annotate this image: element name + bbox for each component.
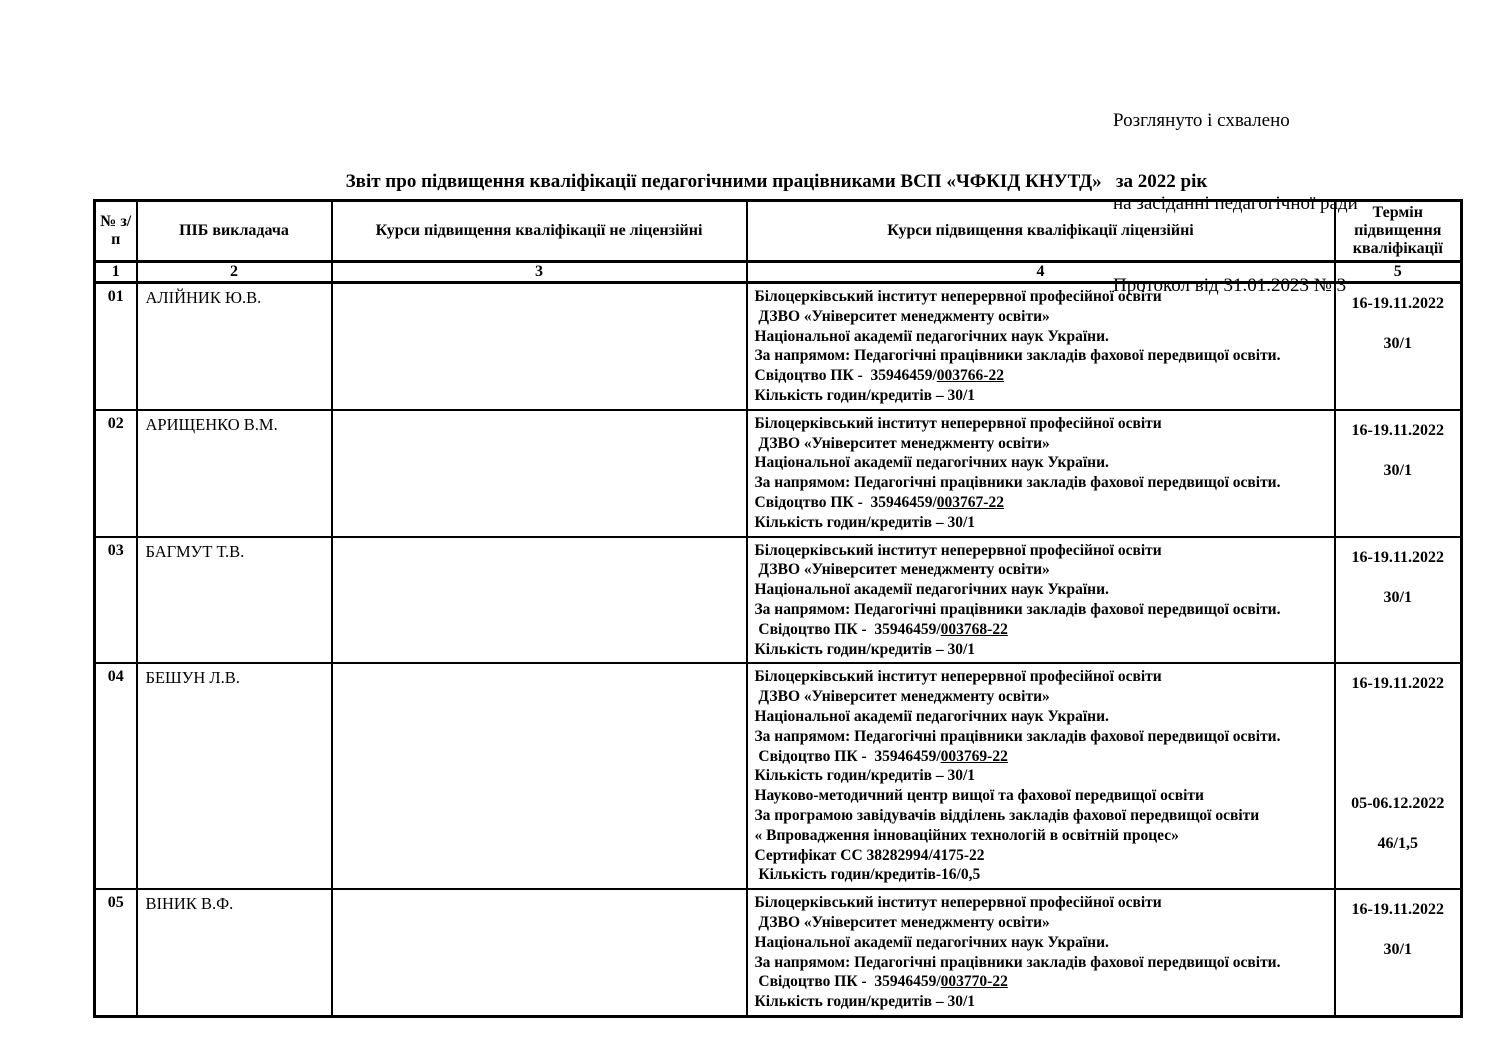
courses-non-licensed-cell [332, 889, 747, 1016]
course-text-line [755, 287, 1331, 307]
course-text: За напрямом: Педагогічні працівники закладів фахової передвищої освіти. [754, 600, 1281, 618]
row-number: 02 [95, 410, 137, 537]
term-cell [1335, 283, 1462, 410]
course-text: Білоцерківський інститут неперервної професійної освіти [754, 541, 1162, 559]
course-text: Кількість годин/кредитів – 30/1 [754, 767, 976, 785]
column-number-5: 5 [1335, 262, 1462, 283]
teacher-name: ВІНИК В.Ф. [137, 889, 332, 1016]
course-text: Кількість годин/кредитів – 30/1 [754, 640, 976, 658]
column-number-1: 1 [95, 262, 137, 283]
teacher-name: АРИЩЕНКО В.М. [137, 410, 332, 537]
column-number-2: 2 [137, 262, 332, 283]
courses-licensed-cell [747, 410, 1335, 537]
term-spacer [1336, 694, 1461, 714]
course-text: Свідоцтво ПК - 35946459/ [754, 620, 941, 638]
course-text-line [755, 414, 1331, 434]
header-courses-non-licensed: Курси підвищення кваліфікації не ліцензійні [332, 201, 747, 262]
certificate-number: 003766-22 [936, 367, 1004, 385]
course-text-line [755, 513, 1331, 533]
course-text: За напрямом: Педагогічні працівники закладів фахової передвищої освіти. [754, 347, 1281, 365]
course-text-line [755, 434, 1331, 454]
course-text: За напрямом: Педагогічні працівники закладів фахової передвищої освіти. [754, 953, 1281, 971]
header-courses-licensed: Курси підвищення кваліфікації ліцензійні [747, 201, 1335, 262]
course-text: Національної академії педагогічних наук України. [754, 581, 1109, 599]
row-number: 04 [95, 663, 137, 889]
course-text: Кількість годин/кредитів – 30/1 [754, 386, 976, 404]
course-text: ДЗВО «Університет менеджменту освіти» [754, 307, 1050, 325]
term-cell [1335, 889, 1462, 1016]
course-text: Кількість годин/кредитів-16/0,5 [754, 866, 981, 884]
course-text-line [755, 580, 1331, 600]
term-cell [1335, 537, 1462, 664]
term-line: 30/1 [1383, 335, 1412, 352]
courses-licensed-cell [747, 283, 1335, 410]
course-text: За напрямом: Педагогічні працівники закладів фахової передвищої освіти. [754, 727, 1281, 745]
course-text: Сертифікат СС 38282994/4175-22 [754, 846, 985, 864]
courses-licensed-cell [747, 663, 1335, 889]
teacher-name: АЛІЙНИК Ю.В. [137, 283, 332, 410]
term-line: 30/1 [1383, 461, 1412, 479]
term-line: 16-19.11.2022 [1351, 548, 1444, 566]
course-text: Національної академії педагогічних наук України. [754, 327, 1109, 345]
courses-licensed-cell [747, 537, 1335, 664]
approval-line-2: на засіданні педагогічної ради [1113, 192, 1358, 214]
column-number-4: 4 [747, 262, 1335, 283]
certificate-number: 003768-22 [940, 620, 1008, 638]
course-text: Науково-методичний центр вищої та фахової передвищої освіти [754, 787, 1204, 805]
courses-non-licensed-cell [332, 283, 747, 410]
term-line: 30/1 [1383, 941, 1412, 959]
term-spacer [1336, 814, 1461, 834]
term-spacer [1336, 441, 1461, 461]
course-text-line [755, 953, 1331, 973]
course-text: Кількість годин/кредитів – 30/1 [754, 513, 976, 531]
header-term: Термін підвищення кваліфікації [1335, 201, 1462, 262]
term-spacer [1336, 774, 1461, 794]
courses-non-licensed-cell [332, 537, 747, 664]
course-text: Свідоцтво ПК - 35946459/ [754, 493, 937, 511]
term-line: 16-19.11.2022 [1351, 901, 1444, 919]
approval-line-3: Протокол від 31.01.2023 № 3 [1113, 275, 1347, 296]
table-row [95, 889, 1462, 1016]
course-text: Національної академії педагогічних наук України. [754, 707, 1109, 725]
course-text: ДЗВО «Університет менеджменту освіти» [754, 434, 1050, 452]
term-spacer [1336, 314, 1461, 334]
course-text-line [755, 687, 1331, 707]
header-teacher-name: ПІБ викладача [137, 201, 332, 262]
course-text-line [755, 473, 1331, 493]
course-text-line [755, 913, 1331, 933]
course-text-line [755, 766, 1331, 786]
term-line: 16-19.11.2022 [1351, 421, 1444, 439]
course-text-line [755, 620, 1331, 640]
qualification-report-table [93, 199, 1463, 1018]
term-line: 30/1 [1383, 588, 1412, 606]
course-text-line [755, 640, 1331, 660]
term-line: 46/1,5 [1377, 835, 1418, 853]
course-text: Свідоцтво ПК - 35946459/ [754, 747, 941, 765]
certificate-number: 003769-22 [940, 747, 1008, 765]
course-text: Білоцерківський інститут неперервної професійної освіти [754, 668, 1162, 686]
course-text-line [755, 600, 1331, 620]
term-cell [1335, 410, 1462, 537]
course-text: За програмою завідувачів відділень закладів фахової передвищої освіти [754, 806, 1260, 824]
certificate-number: 003770-22 [940, 973, 1008, 991]
teacher-name: БЕШУН Л.В. [137, 663, 332, 889]
course-text: Кількість годин/кредитів – 30/1 [754, 993, 976, 1011]
term-cell [1335, 663, 1462, 889]
course-text: ДЗВО «Університет менеджменту освіти» [754, 688, 1050, 706]
course-text-line [755, 865, 1331, 885]
courses-non-licensed-cell [332, 410, 747, 537]
course-text-line [755, 992, 1331, 1012]
column-number-row [95, 262, 1462, 283]
course-text-line [755, 307, 1331, 327]
table-row [95, 283, 1462, 410]
table-row [95, 537, 1462, 664]
course-text-line [755, 453, 1331, 473]
course-text: ДЗВО «Університет менеджменту освіти» [754, 913, 1050, 931]
courses-licensed-cell [747, 889, 1335, 1016]
course-text-line [755, 541, 1331, 561]
certificate-number: 003767-22 [936, 493, 1004, 511]
column-number-3: 3 [332, 262, 747, 283]
row-number: 01 [95, 283, 137, 410]
table-row [95, 410, 1462, 537]
course-text: За напрямом: Педагогічні працівники закладів фахової передвищої освіти. [754, 474, 1281, 492]
course-text-line [755, 972, 1331, 992]
page-title: Звіт про підвищення кваліфікації педагогічними працівниками ВСП «ЧФКІД КНУТД» за 2022 рік [345, 171, 1208, 192]
course-text: Білоцерківський інститут неперервної професійної освіти [754, 288, 1162, 305]
course-text-line [755, 747, 1331, 767]
course-text-line [755, 846, 1331, 866]
course-text-line [755, 560, 1331, 580]
course-text-line [755, 727, 1331, 747]
teacher-name: БАГМУТ Т.В. [137, 537, 332, 664]
term-spacer [1336, 734, 1461, 754]
approval-line-1: Розглянуто і схвалено [1113, 110, 1290, 131]
term-line: 16-19.11.2022 [1351, 675, 1444, 693]
course-text: « Впровадження інноваційних технологій в освітній процес» [754, 826, 1179, 844]
course-text-line [755, 386, 1331, 406]
course-text-line [755, 366, 1331, 386]
course-text-line [755, 933, 1331, 953]
course-text-line [755, 806, 1331, 826]
course-text-line [755, 893, 1331, 913]
term-spacer [1336, 714, 1461, 734]
term-spacer [1336, 568, 1461, 588]
row-number: 03 [95, 537, 137, 664]
course-text-line [755, 826, 1331, 846]
course-text-line [755, 707, 1331, 727]
course-text: Білоцерківський інститут неперервної професійної освіти [754, 894, 1162, 912]
term-line: 16-19.11.2022 [1351, 295, 1444, 312]
course-text-line [755, 327, 1331, 347]
course-text: Національної академії педагогічних наук України. [754, 933, 1109, 951]
course-text: Свідоцтво ПК - 35946459/ [754, 973, 941, 991]
course-text: Білоцерківський інститут неперервної професійної освіти [754, 414, 1162, 432]
course-text: ДЗВО «Університет менеджменту освіти» [754, 561, 1050, 579]
course-text-line [755, 346, 1331, 366]
header-row-number: № з/п [95, 201, 137, 262]
term-line: 05-06.12.2022 [1351, 795, 1445, 813]
table-row [95, 663, 1462, 889]
row-number: 05 [95, 889, 137, 1016]
header-row [95, 201, 1462, 262]
term-spacer [1336, 920, 1461, 940]
course-text-line [755, 667, 1331, 687]
course-text-line [755, 493, 1331, 513]
courses-non-licensed-cell [332, 663, 747, 889]
term-spacer [1336, 754, 1461, 774]
course-text: Національної академії педагогічних наук України. [754, 454, 1109, 472]
course-text-line [755, 786, 1331, 806]
course-text: Свідоцтво ПК - 35946459/ [754, 367, 937, 385]
